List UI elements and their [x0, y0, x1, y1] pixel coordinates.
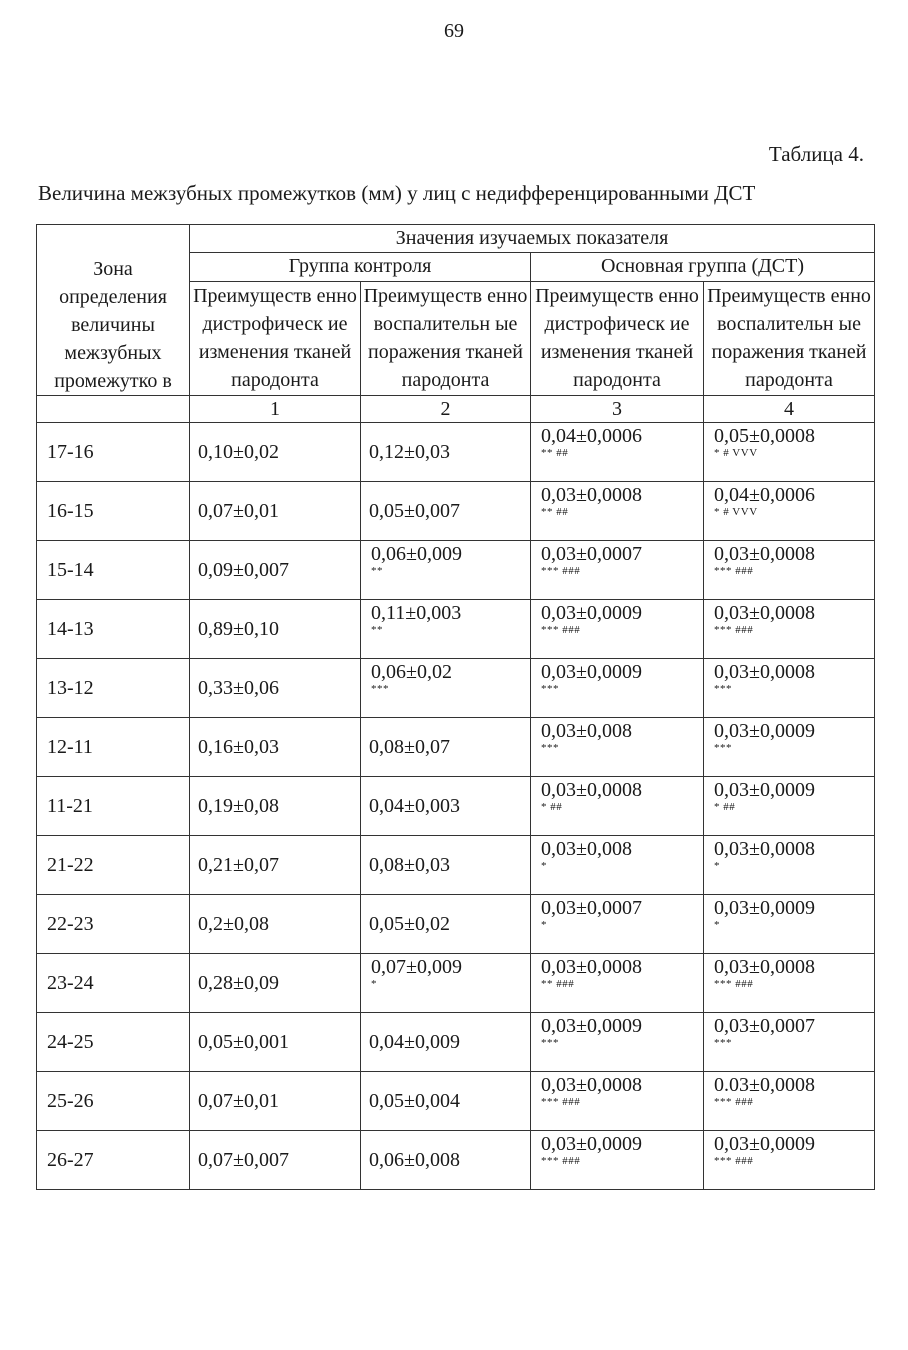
table-row [37, 423, 875, 482]
value-text: 0,03±0,0008 [714, 661, 815, 683]
value-cell-c1: 0,19±0,08 [190, 777, 361, 836]
table-row [37, 777, 875, 836]
zone-cell: 14-13 [37, 600, 190, 659]
value-cell-c4 [704, 1131, 875, 1190]
zone-cell: 21-22 [37, 836, 190, 895]
value-cell-c2: 0,08±0,07 [361, 718, 531, 777]
column-number-1: 1 [190, 396, 361, 423]
value-cell-c3 [531, 954, 704, 1013]
zone-cell: 23-24 [37, 954, 190, 1013]
value-text: 0,03±0,0008 [714, 838, 815, 860]
significance-marks: *** ### [714, 978, 754, 990]
value-cell-c3 [531, 541, 704, 600]
zone-cell: 11-21 [37, 777, 190, 836]
table-label: Таблица 4. [768, 142, 864, 166]
value-cell-c3 [531, 718, 704, 777]
zone-cell: 13-12 [37, 659, 190, 718]
value-cell-c1: 0,07±0,01 [190, 482, 361, 541]
significance-marks: ** ### [541, 978, 575, 990]
header-row-values [37, 225, 875, 253]
table-row [37, 541, 875, 600]
significance-marks: *** ### [714, 1096, 754, 1108]
value-cell-c3 [531, 482, 704, 541]
data-table [36, 224, 875, 1190]
significance-marks: * [714, 860, 720, 872]
value-cell-c4 [704, 895, 875, 954]
column-number-row [37, 396, 875, 423]
table-row [37, 836, 875, 895]
zone-cell: 12-11 [37, 718, 190, 777]
significance-marks: ** ## [541, 447, 569, 459]
value-cell-c3 [531, 1072, 704, 1131]
value-cell-c2 [361, 954, 531, 1013]
value-text: 0,04±0,0006 [714, 484, 815, 506]
significance-marks: * # VVV [714, 447, 758, 459]
significance-marks: * [371, 978, 377, 990]
value-cell-c1: 0,21±0,07 [190, 836, 361, 895]
value-cell-c4 [704, 1013, 875, 1072]
value-text: 0,03±0,0007 [714, 1015, 815, 1037]
page-number: 69 [444, 20, 464, 42]
value-cell-c3 [531, 600, 704, 659]
value-cell-c2 [361, 659, 531, 718]
table-row [37, 600, 875, 659]
significance-marks: * ## [714, 801, 736, 813]
column-header-4: Преимуществ енно воспалительн ые поражения тканей пародонта [704, 281, 875, 395]
value-cell-c1: 0,16±0,03 [190, 718, 361, 777]
value-cell-c2: 0,05±0,004 [361, 1072, 531, 1131]
value-text: 0,03±0,0008 [541, 1074, 642, 1096]
significance-marks: *** [714, 1037, 732, 1049]
value-text: 0,03±0,0009 [541, 602, 642, 624]
significance-marks: * ## [541, 801, 563, 813]
significance-marks: *** [714, 742, 732, 754]
value-cell-c4 [704, 718, 875, 777]
value-cell-c1: 0,2±0,08 [190, 895, 361, 954]
value-cell-c4 [704, 423, 875, 482]
value-text: 0,05±0,0008 [714, 425, 815, 447]
value-cell-c4 [704, 482, 875, 541]
zone-header: Зона определения величины межзубных промежутко в [37, 225, 190, 396]
value-cell-c4 [704, 659, 875, 718]
table-row [37, 895, 875, 954]
value-text: 0,03±0,0008 [714, 543, 815, 565]
value-text: 0,03±0,0007 [541, 543, 642, 565]
significance-marks: * # VVV [714, 506, 758, 518]
value-cell-c4 [704, 777, 875, 836]
value-text: 0,03±0,0009 [541, 1133, 642, 1155]
value-text: 0,03±0,0008 [714, 956, 815, 978]
value-cell-c1: 0,28±0,09 [190, 954, 361, 1013]
value-cell-c2 [361, 541, 531, 600]
value-text: 0,03±0,0009 [714, 720, 815, 742]
value-cell-c1: 0,89±0,10 [190, 600, 361, 659]
value-text: 0,03±0,0008 [541, 956, 642, 978]
value-text: 0,11±0,003 [371, 602, 462, 624]
zone-cell: 16-15 [37, 482, 190, 541]
value-cell-c1: 0,07±0,007 [190, 1131, 361, 1190]
values-header: Значения изучаемых показателя [190, 225, 875, 253]
value-cell-c2: 0,04±0,003 [361, 777, 531, 836]
significance-marks: ** ## [541, 506, 569, 518]
value-cell-c3 [531, 895, 704, 954]
value-cell-c4 [704, 541, 875, 600]
value-text: 0,03±0,0009 [714, 779, 815, 801]
value-cell-c4 [704, 600, 875, 659]
column-number-2: 2 [361, 396, 531, 423]
control-group-header: Группа контроля [190, 253, 531, 281]
value-cell-c2: 0,08±0,03 [361, 836, 531, 895]
zone-cell: 15-14 [37, 541, 190, 600]
significance-marks: *** [714, 683, 732, 695]
value-text: 0,04±0,0006 [541, 425, 642, 447]
significance-marks: * [541, 860, 547, 872]
significance-marks: *** ### [541, 1096, 581, 1108]
value-cell-c1: 0,10±0,02 [190, 423, 361, 482]
table-row [37, 482, 875, 541]
value-text: 0,03±0,0008 [541, 779, 642, 801]
value-cell-c3 [531, 836, 704, 895]
value-cell-c1: 0,05±0,001 [190, 1013, 361, 1072]
value-text: 0,07±0,009 [371, 956, 462, 978]
value-cell-c2: 0,05±0,007 [361, 482, 531, 541]
table-row [37, 659, 875, 718]
value-cell-c3 [531, 777, 704, 836]
value-text: 0,03±0,0008 [541, 484, 642, 506]
value-text: 0,03±0,0009 [541, 661, 642, 683]
significance-marks: *** ### [541, 565, 581, 577]
table-row [37, 718, 875, 777]
main-group-header: Основная группа (ДСТ) [531, 253, 875, 281]
value-cell-c2: 0,04±0,009 [361, 1013, 531, 1072]
value-cell-c3 [531, 423, 704, 482]
column-header-3: Преимуществ енно дистрофическ ие изменения тканей пародонта [531, 281, 704, 395]
value-cell-c3 [531, 1131, 704, 1190]
value-text: 0,06±0,02 [371, 661, 452, 683]
column-header-1: Преимуществ енно дистрофическ ие изменения тканей пародонта [190, 281, 361, 395]
value-text: 0,03±0,0009 [541, 1015, 642, 1037]
table-row [37, 954, 875, 1013]
value-text: 0,03±0,0009 [714, 1133, 815, 1155]
table-row [37, 1072, 875, 1131]
value-cell-c2: 0,05±0,02 [361, 895, 531, 954]
significance-marks: *** ### [714, 624, 754, 636]
significance-marks: *** ### [714, 1155, 754, 1167]
value-cell-c2: 0,06±0,008 [361, 1131, 531, 1190]
zone-cell: 24-25 [37, 1013, 190, 1072]
table-row [37, 1131, 875, 1190]
value-cell-c4 [704, 836, 875, 895]
zone-cell: 25-26 [37, 1072, 190, 1131]
zone-cell: 26-27 [37, 1131, 190, 1190]
zone-cell: 22-23 [37, 895, 190, 954]
significance-marks: *** ### [541, 624, 581, 636]
table-title: Величина межзубных промежутков (мм) у лиц с недифференцированными ДСТ [38, 181, 756, 205]
value-cell-c1: 0,33±0,06 [190, 659, 361, 718]
value-cell-c1: 0,09±0,007 [190, 541, 361, 600]
significance-marks: *** ### [714, 565, 754, 577]
value-cell-c2 [361, 600, 531, 659]
value-text: 0,03±0,008 [541, 838, 632, 860]
column-header-2: Преимуществ енно воспалительн ые поражения тканей пародонта [361, 281, 531, 395]
significance-marks: ** [371, 565, 383, 577]
value-text: 0,06±0,009 [371, 543, 462, 565]
significance-marks: *** [541, 1037, 559, 1049]
value-cell-c4 [704, 954, 875, 1013]
significance-marks: ** [371, 624, 383, 636]
significance-marks: *** ### [541, 1155, 581, 1167]
value-text: 0,03±0,008 [541, 720, 632, 742]
significance-marks: *** [541, 742, 559, 754]
value-cell-c4 [704, 1072, 875, 1131]
significance-marks: *** [541, 683, 559, 695]
value-text: 0,03±0,0007 [541, 897, 642, 919]
column-number-4: 4 [704, 396, 875, 423]
significance-marks: * [541, 919, 547, 931]
table-row [37, 1013, 875, 1072]
value-cell-c1: 0,07±0,01 [190, 1072, 361, 1131]
value-text: 0,03±0,0008 [714, 602, 815, 624]
value-text: 0.03±0,0008 [714, 1074, 815, 1096]
significance-marks: * [714, 919, 720, 931]
value-cell-c3 [531, 659, 704, 718]
column-number-empty [37, 396, 190, 423]
column-number-3: 3 [531, 396, 704, 423]
value-cell-c2: 0,12±0,03 [361, 423, 531, 482]
significance-marks: *** [371, 683, 389, 695]
value-text: 0,03±0,0009 [714, 897, 815, 919]
zone-cell: 17-16 [37, 423, 190, 482]
value-cell-c3 [531, 1013, 704, 1072]
